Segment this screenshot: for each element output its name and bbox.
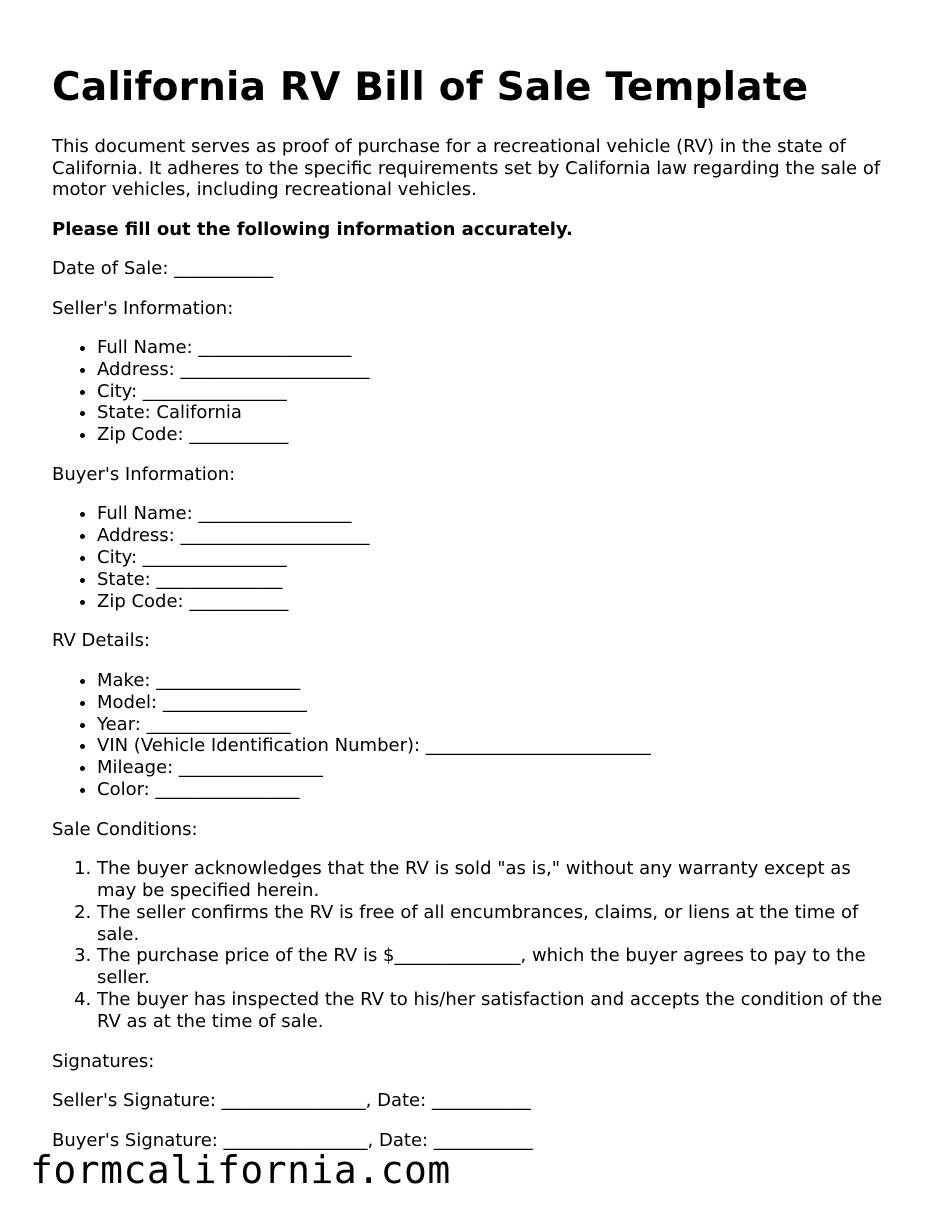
- list-item: 4. The buyer has inspected the RV to his/her satisfaction and accepts the condition of the RV as at the time of sale.: [97, 989, 892, 1033]
- list-item: • Color: ________________: [97, 779, 892, 801]
- date-of-sale-field: Date of Sale: ___________: [52, 258, 274, 279]
- rv-details-list: [52, 670, 892, 801]
- sale-conditions-heading: Sale Conditions:: [52, 818, 198, 840]
- signatures-heading: Signatures:: [52, 1050, 155, 1072]
- seller-list: [52, 337, 892, 446]
- list-item: 1. The buyer acknowledges that the RV is sold "as is," without any warranty except as may be specified herein.: [97, 858, 892, 902]
- list-item: • VIN (Vehicle Identification Number): _________________________: [97, 735, 892, 757]
- buyer-list: [52, 503, 892, 612]
- list-item: • Year: ________________: [97, 714, 892, 736]
- list-item: 3. The purchase price of the RV is $______________, which the buyer agrees to pay to the seller.: [97, 945, 892, 989]
- buyer-signature-line: Buyer's Signature: ________________, Date: ___________: [52, 1129, 533, 1151]
- document-page: [52, 64, 892, 1151]
- rv-details-heading: RV Details:: [52, 630, 151, 652]
- list-item: 2. The seller confirms the RV is free of all encumbrances, claims, or liens at the time of sale.: [97, 902, 892, 946]
- list-item: • Mileage: ________________: [97, 757, 892, 779]
- list-item: • City: ________________: [97, 547, 892, 569]
- seller-signature-line: Seller's Signature: ________________, Date: ___________: [52, 1090, 531, 1112]
- list-item: • State: ______________: [97, 569, 892, 591]
- document-title: California RV Bill of Sale Template: [52, 65, 809, 110]
- list-item: • Address: _____________________: [97, 525, 892, 547]
- list-item: • Address: _____________________: [97, 359, 892, 381]
- list-item: • Zip Code: ___________: [97, 591, 892, 613]
- list-item: • Zip Code: ___________: [97, 424, 892, 446]
- sale-conditions-list: [52, 858, 892, 1032]
- list-item: • City: ________________: [97, 381, 892, 403]
- instruction-text: Please fill out the following information accurately.: [52, 218, 573, 240]
- buyer-heading: Buyer's Information:: [52, 463, 236, 485]
- list-item: • Full Name: _________________: [97, 503, 892, 525]
- list-item: • Make: ________________: [97, 670, 892, 692]
- site-watermark: formcalifornia.com: [30, 1148, 451, 1192]
- list-item: • State: California: [97, 402, 892, 424]
- seller-heading: Seller's Information:: [52, 297, 234, 319]
- list-item: • Full Name: _________________: [97, 337, 892, 359]
- intro-paragraph: This document serves as proof of purchase for a recreational vehicle (RV) in the state of California. It adheres to the specific requirements set by California law regarding the sale of motor vehicles, including recreational vehicles.: [52, 136, 881, 200]
- list-item: • Model: ________________: [97, 692, 892, 714]
